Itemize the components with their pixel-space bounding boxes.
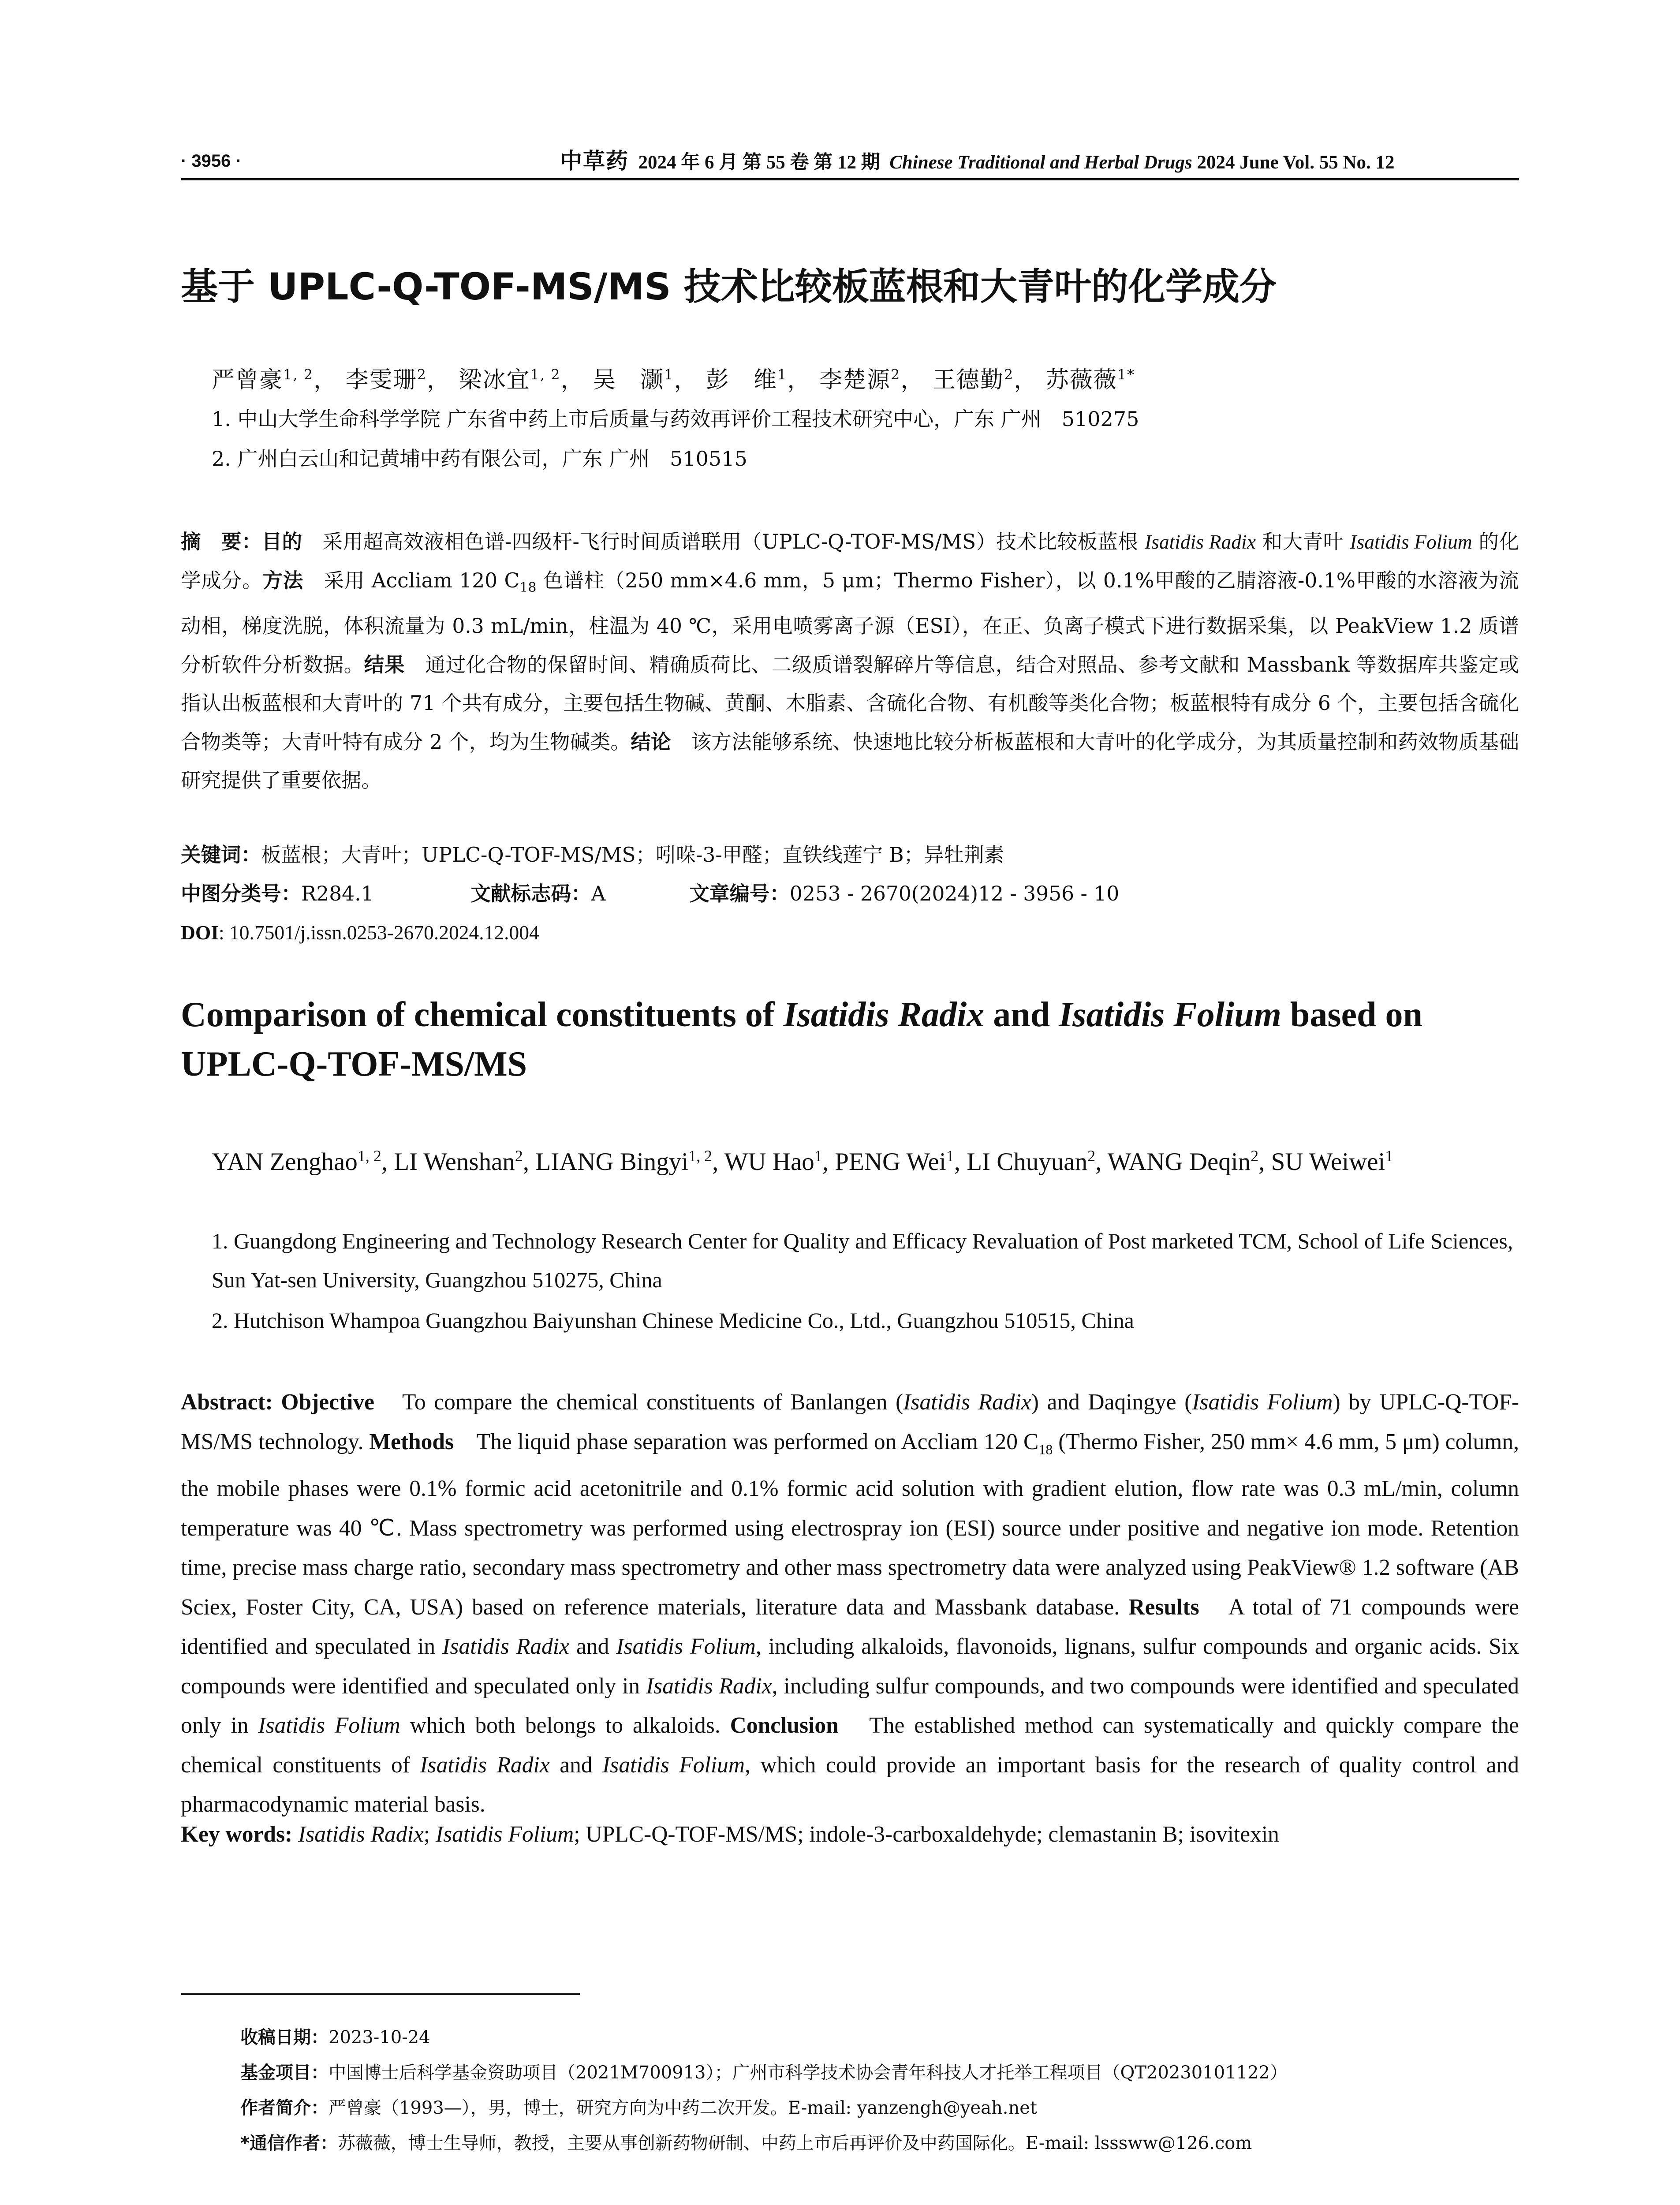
en-author: SU Weiwei$^1$ — [1271, 1147, 1393, 1176]
cn-author: 苏薇薇$^{1*}$ — [1045, 366, 1135, 394]
doi-line: DOI: 10.7501/j.issn.0253-2670.2024.12.004 — [181, 921, 539, 944]
cn-abstract-label: 摘 要： — [181, 530, 262, 553]
en-author: YAN Zenghao$^{1, 2}$ — [212, 1147, 381, 1176]
cn-author: 吴 灏$^1$ — [593, 366, 674, 394]
en-author: PENG Wei$^1$ — [835, 1147, 954, 1176]
issue-en: 2024 June Vol. 55 No. 12 — [1197, 152, 1395, 173]
page-number: · 3956 · — [181, 151, 242, 171]
cn-objective-label: 目的 — [261, 530, 302, 553]
cn-results-label: 结果 — [364, 653, 405, 676]
en-title: Comparison of chemical constituents of Isatidis Radix and Isatidis Folium based on UPLC-Q-TOF-MS/MS — [181, 995, 1422, 1084]
en-keywords: Key words: Isatidis Radix; Isatidis Folium; UPLC-Q-TOF-MS/MS; indole-3-carboxaldehyde; clemastanin B; isovitexin — [181, 1822, 1279, 1847]
en-affiliation-1: 1. Guangdong Engineering and Technology Research Center for Quality and Efficacy Revaluation of Post marketed TCM, School of Life Sciences, Sun Yat-sen University, Guangzhou 510275, China — [212, 1229, 1513, 1292]
cn-affiliation-1: 1. 中山大学生命科学学院 广东省中药上市后质量与药效再评价工程技术研究中心，广东 广州 510275 — [212, 407, 1139, 431]
journal-name-en: Chinese Traditional and Herbal Drugs — [889, 152, 1192, 173]
issue-cn: 2024 年 6 月 第 55 卷 第 12 期 — [638, 152, 880, 173]
doi-link[interactable]: : 10.7501/j.issn.0253-2670.2024.12.004 — [218, 921, 539, 944]
cn-methods-label: 方法 — [262, 568, 304, 592]
cn-author-list: 严曾豪$^{1, 2}$， 李雯珊$^2$， 梁冰宜$^{1, 2}$， 吴 灏$^1$， 彭 维$^1$， 李楚源$^2$， 王德勤$^2$， 苏薇薇$^{1*}$ — [212, 366, 1135, 394]
cn-affiliation-2: 2. 广州白云山和记黄埔中药有限公司，广东 广州 510515 — [212, 447, 747, 471]
en-results-label: Results — [1128, 1594, 1199, 1620]
cn-author: 李楚源$^2$ — [819, 366, 901, 394]
cn-classification: 中图分类号：R284.1 文献标志码：A 文章编号：0253 - 2670(2024)12 - 3956 - 10 — [181, 882, 1120, 905]
cn-author: 严曾豪$^{1, 2}$ — [212, 366, 314, 394]
journal-line — [560, 146, 1395, 178]
en-author: WU Hao$^1$ — [724, 1147, 822, 1176]
cn-author: 李雯珊$^2$ — [345, 366, 427, 394]
en-affiliation-2: 2. Hutchison Whampoa Guangzhou Baiyunshan Chinese Medicine Co., Ltd., Guangzhou 510515, China — [212, 1308, 1134, 1333]
en-author: LIANG Bingyi$^{1, 2}$ — [535, 1147, 713, 1176]
cn-author: 彭 维$^1$ — [706, 366, 788, 394]
footnote-divider — [181, 1993, 580, 1995]
footnote-author: 作者简介：严曾豪（1993—），男，博士，研究方向为中药二次开发。E-mail: yanzengh@yeah.net — [240, 2098, 1037, 2118]
en-conclusion-label: Conclusion — [730, 1713, 839, 1738]
running-header — [181, 146, 1519, 180]
cn-author: 梁冰宜$^{1, 2}$ — [459, 366, 561, 394]
footnote-received: 收稿日期：2023-10-24 — [240, 2027, 430, 2048]
footnote-corresponding: *通信作者：苏薇薇，博士生导师，教授，主要从事创新药物研制、中药上市后再评价及中药国际化。E-mail: lsssww@126.com — [240, 2133, 1252, 2153]
cn-abstract: 摘 要：目的 采用超高效液相色谱-四级杆-飞行时间质谱联用（UPLC-Q-TOF-MS/MS）技术比较板蓝根 Isatidis Radix 和大青叶 Isatidis Folium 的化学成分。方法 采用 Accliam 120 $C_{18}$ 色谱柱（250 mm×4.6 mm，5 μm；Thermo Fisher），以 0.1%甲酸的乙腈溶液-0.1%甲酸的水溶液为流动相，梯度洗脱，体积流量为 0.3 mL/min，柱温为 40 ℃，采用电喷雾离子源（ESI），在正、负离子模式下进行数据采集，以 PeakView 1.2 质谱分析软件分析数据。结果 通过化合物的保留时间、精确质荷比、二级质谱裂解碎片等信息，结合对照品、参考文献和 Massbank 等数据库共鉴定或指认出板蓝根和大青叶的 71 个共有成分，主要包括生物碱、黄酮、木脂素、含硫化合物、有机酸等类化合物；板蓝根特有成分 6 个，主要包括含硫化合物类等；大青叶特有成分 2 个，均为生物碱类。结论 该方法能够系统、快速地比较分析板蓝根和大青叶的化学成分，为其质量控制和药效物质基础研究提供了重要依据。 — [181, 530, 1519, 792]
cn-author: 王德勤$^2$ — [932, 366, 1014, 394]
cn-keywords: 关键词：板蓝根；大青叶；UPLC-Q-TOF-MS/MS；吲哚-3-甲醛；直铁线莲宁 B；异牡荆素 — [181, 843, 1004, 867]
journal-name-cn: 中草药 — [560, 148, 629, 174]
en-author-list: YAN Zenghao$^{1, 2}$, LI Wenshan$^2$, LIANG Bingyi$^{1, 2}$, WU Hao$^1$, PENG Wei$^1$, LI Chuyuan$^2$, WANG Deqin$^2$, SU Weiwei$^1$ — [212, 1147, 1393, 1176]
footnote-funding: 基金项目：中国博士后科学基金资助项目（2021M700913）；广州市科学技术协会青年科技人才托举工程项目（QT20230101122） — [240, 2063, 1288, 2083]
en-author: LI Chuyuan$^2$ — [967, 1147, 1096, 1176]
en-author: LI Wenshan$^2$ — [394, 1147, 523, 1176]
en-abstract-label: Abstract: Objective — [181, 1390, 375, 1415]
en-abstract: Abstract: Objective To compare the chemical constituents of Banlangen (Isatidis Radix) and Daqingye (Isatidis Folium) by UPLC-Q-TOF-MS/MS technology. Methods The liquid phase separation was performed on Accliam 120 $C_{18}$ (Thermo Fisher, 250 mm× 4.6 mm, 5 μm) column, the mobile phases were 0.1% formic acid acetonitrile and 0.1% formic acid solution with gradient elution, flow rate was 0.3 mL/min, column temperature was 40 ℃. Mass spectrometry was performed using electrospray ion (ESI) source under positive and negative ion mode. Retention time, precise mass charge ratio, secondary mass spectrometry and other mass spectrometry data were analyzed using PeakView® 1.2 software (AB Sciex, Foster City, CA, USA) based on reference materials, literature data and Massbank database. Results A total of 71 compounds were identified and speculated in Isatidis Radix and Isatidis Folium, including alkaloids, flavonoids, lignans, sulfur compounds and organic acids. Six compounds were identified and speculated only in Isatidis Radix, including sulfur compounds, and two compounds were identified and speculated only in Isatidis Folium which both belongs to alkaloids. Conclusion The established method can systematically and quickly compare the chemical constituents of Isatidis Radix and Isatidis Folium, which could provide an important basis for the research of quality control and pharmacodynamic material basis. — [181, 1390, 1519, 1817]
en-methods-label: Methods — [369, 1429, 454, 1454]
cn-conclusion-label: 结论 — [631, 730, 671, 754]
en-author: WANG Deqin$^2$ — [1107, 1147, 1259, 1176]
cn-title: 基于 UPLC-Q-TOF-MS/MS 技术比较板蓝根和大青叶的化学成分 — [181, 265, 1277, 308]
